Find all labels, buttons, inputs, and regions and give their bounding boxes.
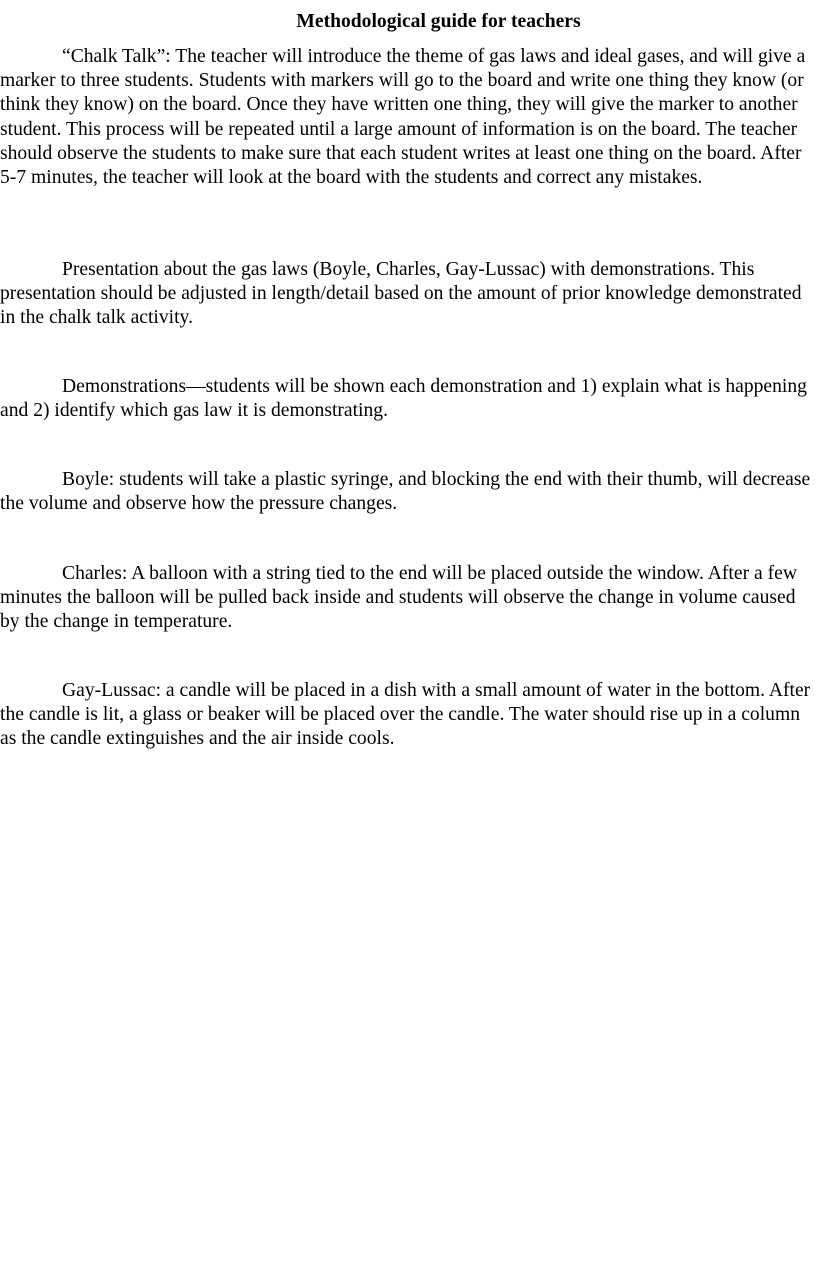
paragraph-chalk-talk: “Chalk Talk”: The teacher will introduce the theme of gas laws and ideal gases, and will give a marker to three students. Students with markers will go to the board and write one thing they know (or think they know) on the board. Once they have written one thing, they will give the marker to another student. This process will be repeated until a large amount of information is on the board. The teacher should observe the students to make sure that each student writes at least one thing on the board. After 5-7 minutes, the teacher will look at the board with the students and correct any mistakes. xyxy=(0,46,806,189)
paragraph-boyle: Boyle: students will take a plastic syringe, and blocking the end with their thumb, will decrease the volume and observe how the pressure changes. xyxy=(0,469,811,515)
page-title: Methodological guide for teachers xyxy=(296,11,581,32)
paragraph-gay-lussac: Gay-Lussac: a candle will be placed in a dish with a small amount of water in the bottom. After the candle is lit, a glass or beaker will be placed over the candle. The water should rise up in a column as the candle extinguishes and the air inside cools. xyxy=(0,680,811,750)
paragraph-demonstrations: Demonstrations—students will be shown each demonstration and 1) explain what is happening and 2) identify which gas law it is demonstrating. xyxy=(0,376,807,422)
paragraph-charles: Charles: A balloon with a string tied to the end will be placed outside the window. After a few minutes the balloon will be pulled back inside and students will observe the change in volume caused by the change in temperature. xyxy=(0,563,797,633)
paragraph-presentation: Presentation about the gas laws (Boyle, Charles, Gay-Lussac) with demonstrations. This presentation should be adjusted in length/detail based on the amount of prior knowledge demonstrated in the chalk talk activity. xyxy=(0,259,802,329)
